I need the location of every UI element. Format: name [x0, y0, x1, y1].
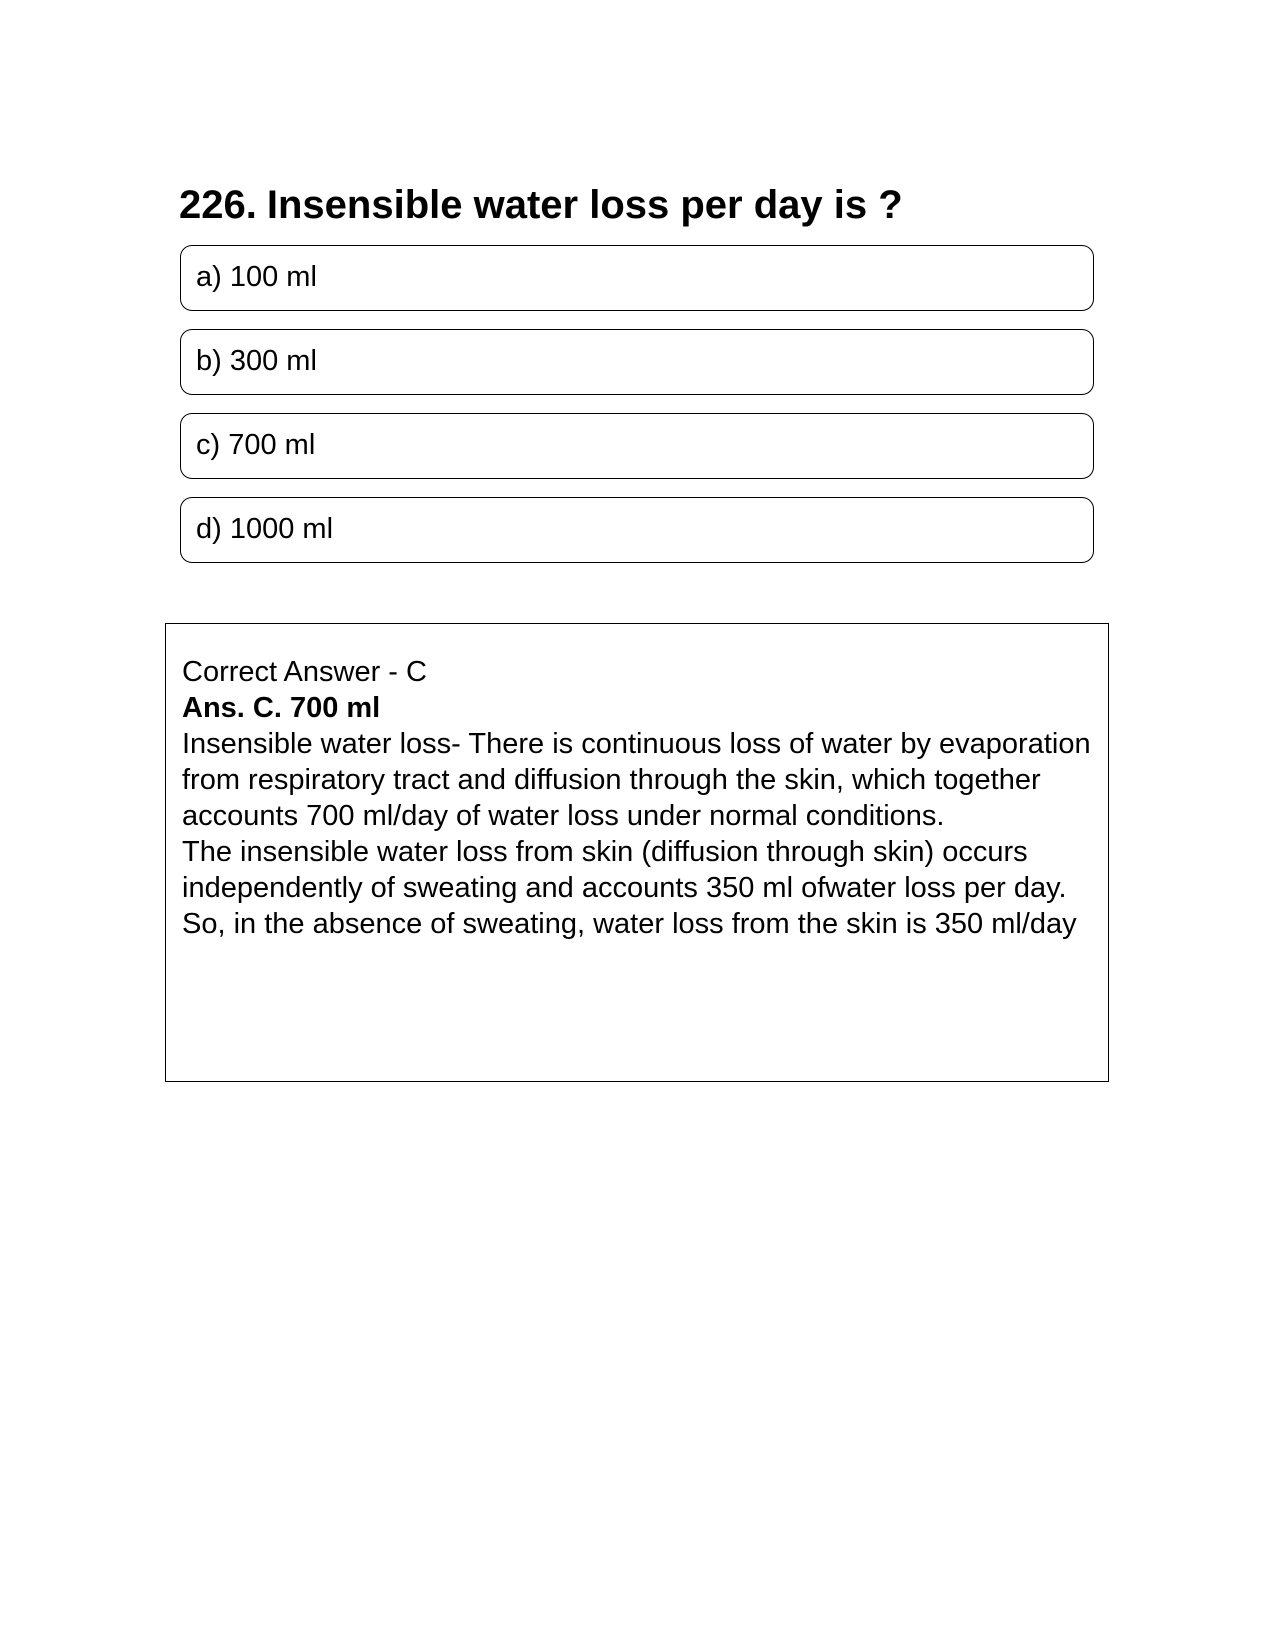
question-number: 226.: [179, 183, 257, 227]
explanation-paragraph-2: The insensible water loss from skin (diffusion through skin) occurs independently of sweating and accounts 350 ml ofwater loss per day.: [182, 836, 1067, 904]
answer-explanation-box: [165, 623, 1109, 1082]
option-b[interactable]: b) 300 ml: [180, 329, 1094, 395]
question-title: [179, 178, 1099, 232]
option-a[interactable]: a) 100 ml: [180, 245, 1094, 311]
option-c[interactable]: c) 700 ml: [180, 413, 1094, 479]
answer-heading: Ans. C. 700 ml: [182, 692, 381, 724]
explanation-paragraph-3: So, in the absence of sweating, water loss from the skin is 350 ml/day: [182, 908, 1077, 940]
question-text: Insensible water loss per day is ?: [266, 183, 903, 227]
explanation-paragraph-1: Insensible water loss- There is continuous loss of water by evaporation from respiratory tract and diffusion through the skin, which together accounts 700 ml/day of water loss under normal conditions.: [182, 728, 1091, 832]
option-d[interactable]: d) 1000 ml: [180, 497, 1094, 563]
correct-answer-line: Correct Answer - C: [182, 656, 427, 688]
